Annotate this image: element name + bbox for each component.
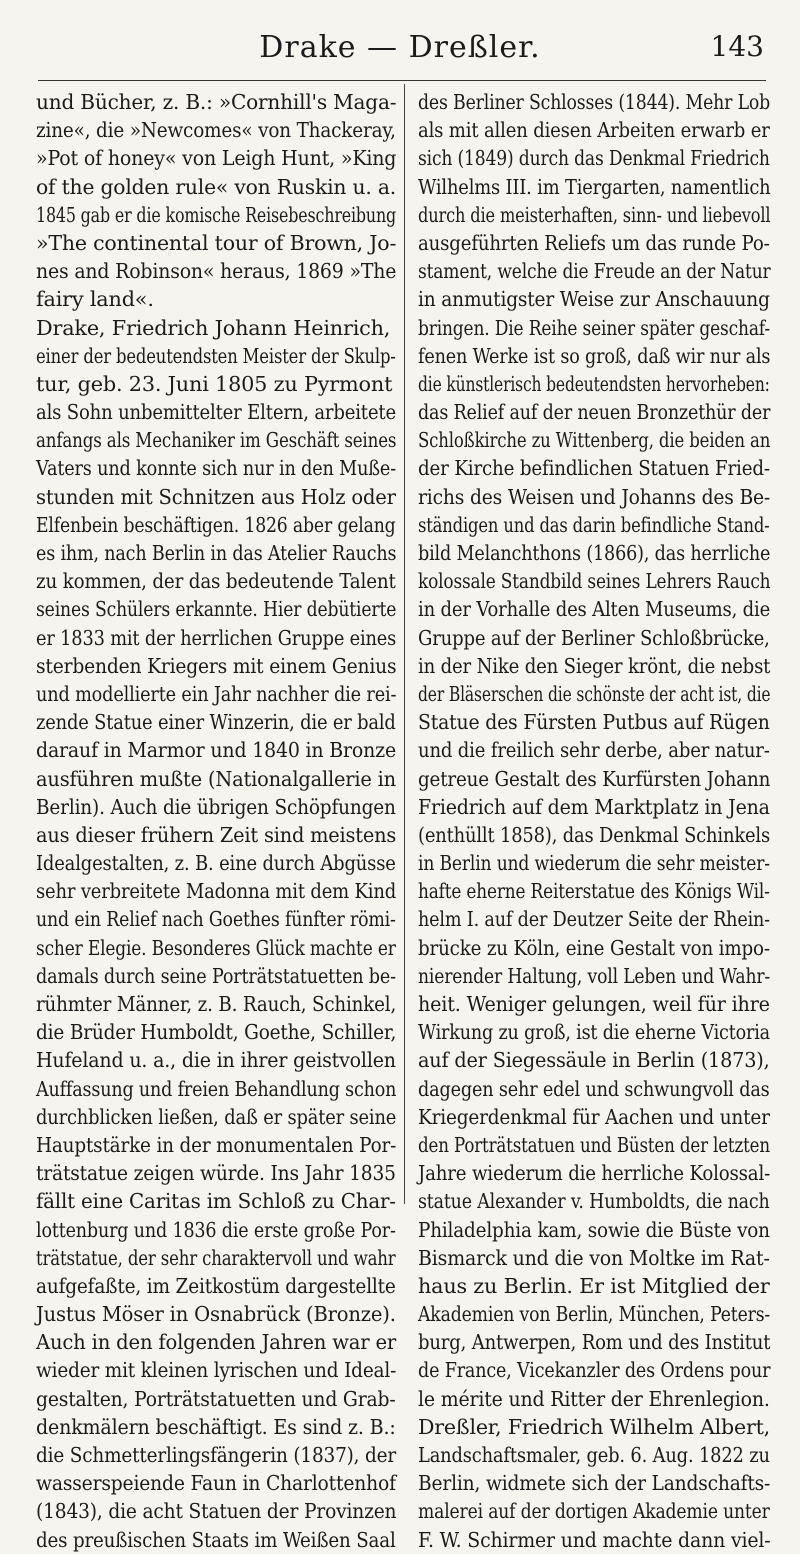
text-line: Gruppe auf der Berliner Schloßbrücke, [418,625,770,650]
text-line: Landschaftsmaler, geb. 6. Aug. 1822 zu [418,1443,770,1467]
text-line: einer der bedeutendsten Meister der Skulp- [36,343,396,368]
text-line: darauf in Marmor und 1840 in Bronze [36,738,396,763]
text-line: le mérite und Ritter der Ehrenlegion. [418,1386,770,1411]
text-line: zu kommen, der das bedeutende Talent [36,569,396,594]
text-line: des Berliner Schlosses (1844). Mehr Lob [418,90,771,114]
text-line: der Kirche befindlichen Statuen Fried- [418,456,770,481]
text-line: fenen Werke ist so groß, daß wir nur als [418,343,771,368]
text-line: die künstlerisch bedeutendsten hervorheben: [418,371,770,396]
text-line: Berlin). Auch die übrigen Schöpfungen [36,794,396,819]
text-line: of the golden rule« von Ruskin u. a. [36,174,397,199]
text-line: helm I. auf der Deutzer Seite der Rhein- [418,907,770,932]
text-line: Dreßler, Friedrich Wilhelm Albert, [418,1414,771,1439]
text-line: burg, Antwerpen, Rom und des Institut [418,1330,771,1355]
text-line: ausführen mußte (Nationalgallerie in [36,766,397,791]
text-line: in der Vorhalle des Alten Museums, die [418,597,771,622]
text-line: Schloßkirche zu Wittenberg, die beiden an [418,428,771,453]
text-line: Hauptstärke in der monumentalen Por- [36,1132,397,1157]
text-line: F. W. Schirmer und machte dann viel- [418,1527,771,1552]
text-line: hafte eherne Reiterstatue des Königs Wil- [418,879,770,904]
text-line: statue Alexander v. Humboldts, die nach [418,1189,770,1214]
text-line: gestalten, Porträtstatuetten und Grab- [36,1386,396,1411]
text-line: lottenburg und 1836 die erste große Por- [36,1217,396,1242]
text-line: es ihm, nach Berlin in das Atelier Rauchs [36,541,397,565]
text-line: Bismarck und die von Moltke im Rat- [418,1245,770,1270]
text-line: Philadelphia kam, sowie die Büste von [418,1217,770,1242]
text-line: auf der Siegessäule in Berlin (1873), [418,1048,770,1073]
text-line: denkmälern beschäftigt. Es sind z. B.: [36,1414,396,1439]
text-line: Elfenbein beschäftigen. 1826 aber gelang [36,512,396,537]
text-line: in anmutigster Weise zur Anschauung [418,287,770,312]
text-line: wasserspeiende Faun in Charlottenhof [36,1471,396,1496]
text-line: die Brüder Humboldt, Goethe, Schiller, [36,1020,397,1045]
text-line: heit. Weniger gelungen, weil für ihre [418,992,770,1016]
text-line: tur, geb. 23. Juni 1805 zu Pyrmont [36,371,393,396]
text-line: er 1833 mit der herrlichen Gruppe eines [36,625,397,650]
text-line: in der Nike den Sieger krönt, die nebst [418,653,771,678]
text-line: und ein Relief nach Goethes fünfter römi- [36,907,396,932]
text-line: Auch in den folgenden Jahren war er [36,1330,397,1355]
text-line: ständigen und das darin befindliche Stand- [418,512,770,537]
text-line: kolossale Standbild seines Lehrers Rauch [418,569,771,594]
text-line: Hufeland u. a., die in ihrer geistvollen [36,1048,396,1073]
text-line: rühmter Männer, z. B. Rauch, Schinkel, [36,992,397,1016]
text-line: Akademien von Berlin, München, Peters- [418,1302,771,1327]
left-column [36,88,396,1554]
text-line: und Bücher, z. B.: »Cornhill's Maga- [36,90,397,114]
text-line: (enthüllt 1858), das Denkmal Schinkels [418,822,771,847]
text-line: 1845 gab er die komische Reisebeschreibung [36,202,397,227]
text-line: in Berlin und wiederum die sehr meister- [418,851,770,876]
text-line: trätstatue zeigen würde. Ins Jahr 1835 [36,1161,396,1186]
text-line: aufgefaßte, im Zeitkostüm dargestellte [36,1273,396,1298]
text-line: Statue des Fürsten Putbus auf Rügen [418,710,770,735]
column-divider [404,84,405,1204]
text-line: fällt eine Caritas im Schloß zu Char- [36,1189,396,1214]
text-line: Friedrich auf dem Marktplatz in Jena [418,794,770,819]
text-line: brücke zu Köln, eine Gestalt von impo- [418,935,770,960]
text-line: damals durch seine Porträtstatuetten be- [36,963,396,988]
text-line: der Bläserschen die schönste der acht ist, die [418,681,771,706]
text-line: trätstatue, der sehr charaktervoll und wahr [36,1245,396,1270]
page-header [0,30,800,70]
text-line: Kriegerdenkmal für Aachen und unter [418,1104,770,1129]
text-line: als Sohn unbemittelter Eltern, arbeitete [36,400,396,425]
page-number: 143 [710,30,764,63]
running-head: Drake — Dreßler. [259,30,541,65]
text-line: nes and Robinson« heraus, 1869 »The [36,259,397,284]
text-line: aus dieser frühern Zeit sind meistens [36,822,397,847]
text-line: richs des Weisen und Johanns des Be- [418,484,771,509]
text-line: getreue Gestalt des Kurfürsten Johann [418,766,771,791]
text-line: Drake, Friedrich Johann Heinrich, [36,315,391,340]
text-line: Berlin, widmete sich der Landschafts- [418,1471,771,1496]
text-line: sich (1849) durch das Denkmal Friedrich [418,146,770,171]
text-line: durch die meisterhaften, sinn- und liebevoll [418,202,771,227]
text-line: ausgeführten Reliefs um das runde Po- [418,230,770,255]
text-line: zine«, die »Newcomes« von Thackeray, [36,118,396,143]
right-column [418,88,770,1554]
text-line: »The continental tour of Brown, Jo- [36,230,397,255]
text-line: und die freilich sehr derbe, aber natur- [418,738,770,763]
text-line: wieder mit kleinen lyrischen und Ideal- [36,1358,397,1383]
text-line: stament, welche die Freude an der Natur [418,259,771,284]
text-line: Wilhelms III. im Tiergarten, namentlich [418,174,771,199]
text-line: Justus Möser in Osnabrück (Bronze). [36,1302,396,1327]
text-line: bringen. Die Reihe seiner später geschaf- [418,315,770,340]
text-line: nierender Haltung, voll Leben und Wahr- [418,963,771,988]
text-line: durchblicken ließen, daß er später seine [36,1104,397,1129]
text-line: anfangs als Mechaniker im Geschäft seines [36,428,397,453]
text-line: sehr verbreitete Madonna mit dem Kind [36,879,397,904]
text-line: die Schmetterlingsfängerin (1837), der [36,1443,397,1467]
text-line: dagegen sehr edel und schwungvoll das [418,1076,770,1101]
header-rule [38,80,766,81]
text-line: Auffassung und freien Behandlung schon [36,1076,397,1101]
text-line: des preußischen Staats im Weißen Saal [36,1527,396,1552]
text-line: fairy land«. [36,287,154,312]
text-line: bild Melanchthons (1866), das herrliche [418,541,771,565]
text-line: »Pot of honey« von Leigh Hunt, »King [36,146,397,171]
text-line: Vaters und konnte sich nur in den Muße- [36,456,396,481]
text-line: (1843), die acht Statuen der Provinzen [36,1499,397,1524]
text-line: scher Elegie. Besonderes Glück machte er [36,935,396,960]
text-line: Jahre wiederum die herrliche Kolossal- [418,1161,771,1186]
text-line: den Porträtstatuen und Büsten der letzten [418,1132,770,1157]
text-line: haus zu Berlin. Er ist Mitglied der [418,1273,770,1298]
text-line: Idealgestalten, z. B. eine durch Abgüsse [36,851,396,876]
text-line: zende Statue einer Winzerin, die er bald [36,710,396,735]
text-line: sterbenden Kriegers mit einem Genius [36,653,397,678]
text-line: de France, Vicekanzler des Ordens pour [418,1358,771,1383]
text-line: malerei auf der dortigen Akademie unter [418,1499,770,1524]
text-line: stunden mit Schnitzen aus Holz oder [36,484,396,509]
text-line: und modellierte ein Jahr nachher die rei- [36,681,397,706]
text-line: seines Schülers erkannte. Hier debütierte [36,597,397,622]
text-line: als mit allen diesen Arbeiten erwarb er [418,118,770,143]
text-line: das Relief auf der neuen Bronzethür der [418,400,771,425]
text-line: Wirkung zu groß, ist die eherne Victoria [418,1020,770,1045]
